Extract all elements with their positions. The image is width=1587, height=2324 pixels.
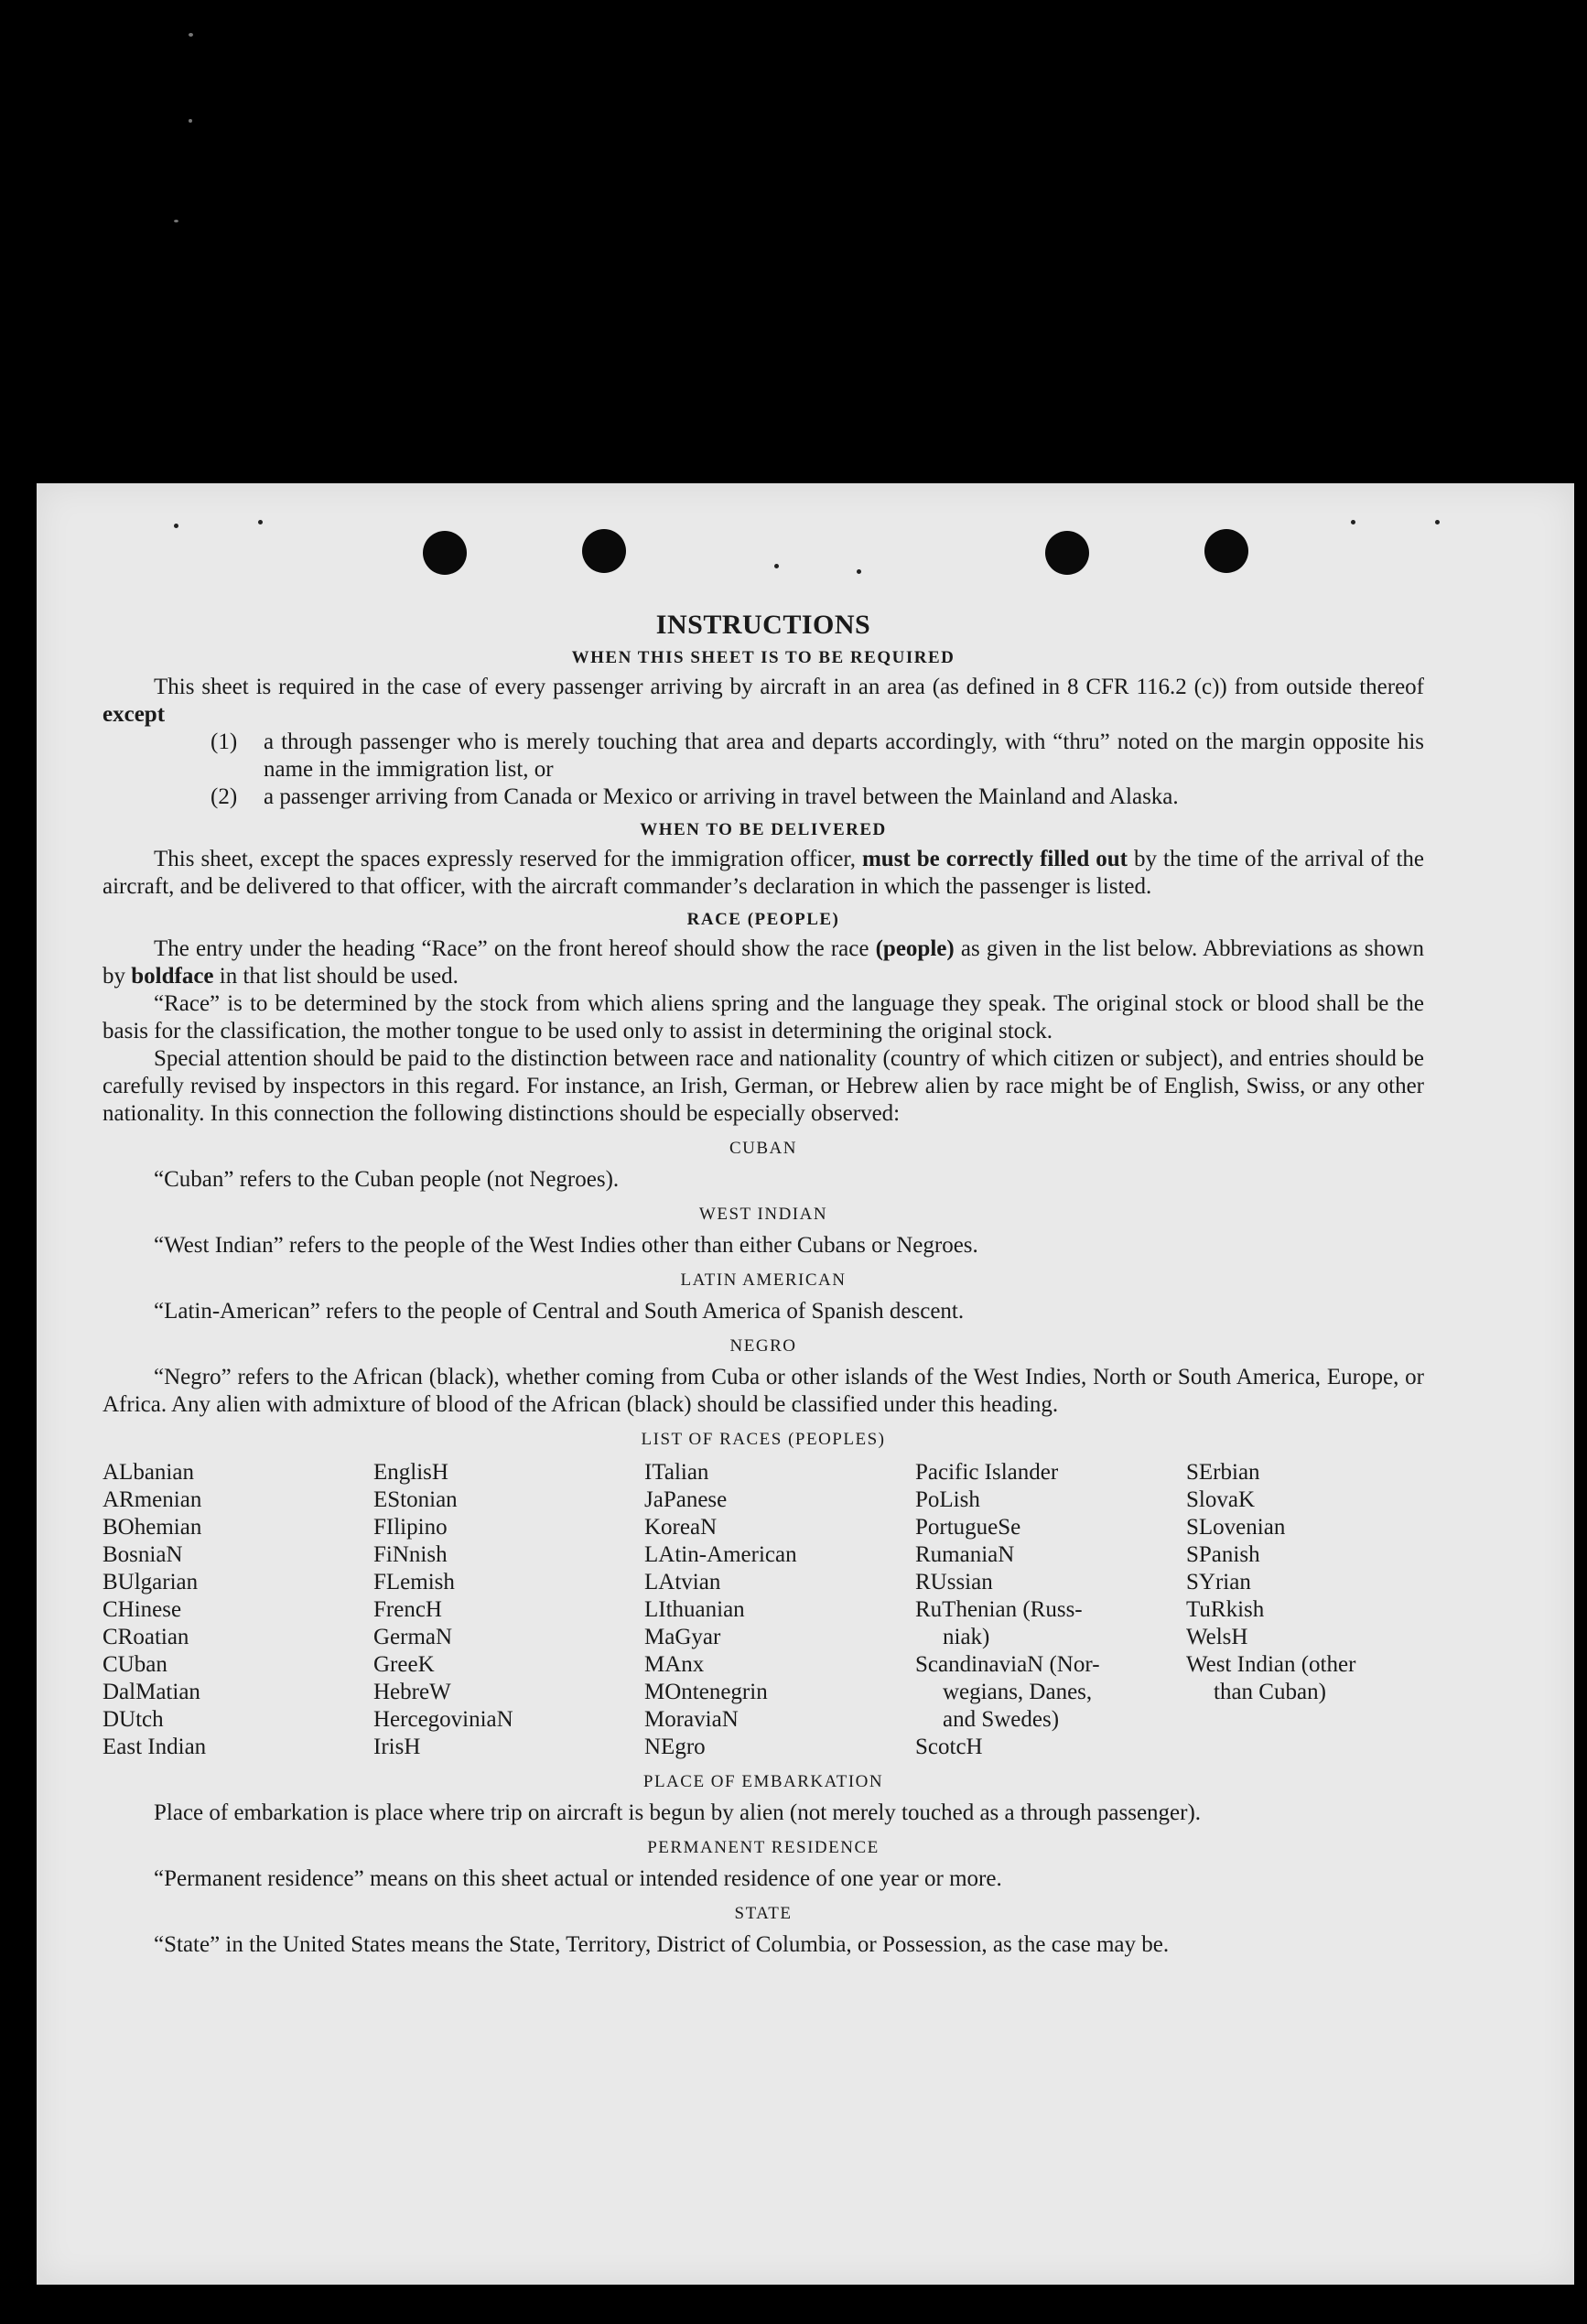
race-entry: PortugueSe [915,1515,1021,1540]
race-entry: RumaniaN [915,1542,1015,1567]
race-entry: and Swedes) [943,1707,1060,1732]
negro-text: “Negro” refers to the African (black), whether coming from Cuba or other islands of the West Indies, North or South America, Europe, or Africa. Any alien with admixture of blood of the African (black) should be classified under this heading. [103,1365,1424,1417]
background-speck [189,119,192,123]
punch-hole [1045,531,1089,575]
race-entry: TuRkish [1186,1597,1265,1622]
punch-hole [1204,529,1248,573]
state-text: “State” in the United States means the State, Territory, District of Columbia, or Possession, as the case may be. [154,1932,1170,1957]
race-entry: ITalian [644,1460,709,1485]
page-title: INSTRUCTIONS [655,610,871,640]
race-entry: CUban [103,1652,167,1677]
race-entry: SlovaK [1186,1487,1255,1512]
latin-american-text: “Latin-American” refers to the people of Central and South America of Spanish descent. [154,1299,965,1324]
exception-item: (1) a through passenger who is merely touching that area and departs accordingly, with “thru” noted on the margin opposite his name in the immigration list, or [211,730,1424,782]
race-entry: GermaN [373,1625,453,1649]
race-entry: MaGyar [644,1625,721,1649]
race-entry: DalMatian [103,1680,200,1704]
heading-race: RACE (PEOPLE) [686,910,840,929]
paper-speck [857,569,861,574]
race-paragraph-3: Special attention should be paid to the distinction between race and nationality (country of which citizen or subject), and entries should be carefully revised by inspectors in this regard. For instance, an Irish, German, or Hebrew alien by race might be of English, Swiss, or any other nationality. In this connection the following distinctions should be especially observed: [103,1046,1424,1126]
race-entry: wegians, Danes, [943,1680,1093,1704]
race-entry: RuThenian (Russ- [915,1597,1083,1622]
race-entry: Pacific Islander [915,1460,1059,1485]
cuban-text: “Cuban” refers to the Cuban people (not Negroes). [154,1167,620,1192]
race-paragraph-1: The entry under the heading “Race” on the front hereof should show the race (people) as given in the list below. Abbreviations as shown by boldface in that list should be used. [103,936,1424,989]
race-entry: SLovenian [1186,1515,1286,1540]
heading-negro: NEGRO [729,1336,797,1356]
race-entry: WelsH [1186,1625,1248,1649]
race-entry: than Cuban) [1214,1680,1326,1704]
race-entry: ScandinaviaN (Nor- [915,1652,1100,1677]
race-entry: KoreaN [644,1515,718,1540]
race-entry: JaPanese [644,1487,728,1512]
heading-state: STATE [734,1904,793,1923]
race-entry: SErbian [1186,1460,1260,1485]
race-entry: BosniaN [103,1542,183,1567]
heading-when-required: WHEN THIS SHEET IS TO BE REQUIRED [571,648,955,667]
paper-speck [1351,520,1355,524]
embarkation-text: Place of embarkation is place where trip on aircraft is begun by alien (not merely touched as a through passenger). [154,1800,1202,1825]
paper-speck [1435,520,1440,524]
race-entry: HercegoviniaN [373,1707,513,1732]
heading-list-of-races: LIST OF RACES (PEOPLES) [641,1430,886,1449]
races-column [1186,1459,1424,1761]
race-entry: HebreW [373,1680,451,1704]
race-entry: LIthuanian [644,1597,745,1622]
race-entry: IrisH [373,1735,421,1759]
race-entry: MAnx [644,1652,705,1677]
race-entry: NEgro [644,1735,706,1759]
paper-speck [174,524,178,528]
race-entry: BUlgarian [103,1570,199,1594]
instruction-sheet [37,483,1574,2285]
paper-speck [774,564,779,568]
race-entry: MOntenegrin [644,1680,768,1704]
race-entry: FIlipino [373,1515,448,1540]
background-speck [189,33,193,37]
race-entry: ARmenian [103,1487,202,1512]
race-entry: PoLish [915,1487,980,1512]
race-entry: CHinese [103,1597,182,1622]
punch-hole [582,529,626,573]
race-entry: LAtin-American [644,1542,797,1567]
race-entry: ScotcH [915,1735,983,1759]
race-entry: EStonian [373,1487,458,1512]
west-indian-text: “West Indian” refers to the people of the West Indies other than either Cubans or Negroes. [154,1233,978,1258]
race-paragraph-2: “Race” is to be determined by the stock from which aliens spring and the language they speak. The original stock or blood shall be the basis for the classification, the mother tongue to be used only to assist in determining the original stock. [103,991,1424,1043]
race-entry: West Indian (other [1186,1652,1356,1677]
race-entry: LAtvian [644,1570,721,1594]
exception-item: (2) a passenger arriving from Canada or Mexico or arriving in travel between the Mainland and Alaska. [211,784,1179,809]
race-entry: FLemish [373,1570,455,1594]
race-entry: GreeK [373,1652,435,1677]
heading-cuban: CUBAN [729,1139,797,1158]
background-speck [174,220,178,222]
punch-hole [423,531,467,575]
paper-speck [258,520,263,524]
heading-when-delivered: WHEN TO BE DELIVERED [640,820,887,839]
race-entry: CRoatian [103,1625,189,1649]
heading-permanent-residence: PERMANENT RESIDENCE [647,1838,880,1857]
race-entry: ALbanian [103,1460,194,1485]
heading-west-indian: WEST INDIAN [698,1205,828,1224]
race-entry: FrencH [373,1597,442,1622]
race-entry: FiNnish [373,1542,448,1567]
races-column [103,1459,373,1761]
race-entry: RUssian [915,1570,993,1594]
heading-embarkation: PLACE OF EMBARKATION [642,1772,884,1791]
races-list [103,1459,1424,1761]
heading-latin-american: LATIN AMERICAN [680,1270,847,1290]
race-entry: SYrian [1186,1570,1251,1594]
race-entry: East Indian [103,1735,207,1759]
races-column [915,1459,1186,1761]
race-entry: EnglisH [373,1460,448,1485]
required-intro: This sheet is required in the case of every passenger arriving by aircraft in an area (as defined in 8 CFR 116.2 (c)) from outside thereof except [103,675,1424,727]
race-entry: niak) [943,1625,990,1649]
race-entry: SPanish [1186,1542,1260,1567]
residence-text: “Permanent residence” means on this sheet actual or intended residence of one year or more. [154,1866,1002,1891]
race-entry: BOhemian [103,1515,202,1540]
races-column [644,1459,915,1761]
race-entry: MoraviaN [644,1707,739,1732]
instructions-content [103,611,1424,1959]
delivered-paragraph: This sheet, except the spaces expressly reserved for the immigration officer, must be correctly filled out by the time of the arrival of the aircraft, and be delivered to that officer, with the aircraft commander’s declaration in which the passenger is listed. [103,847,1424,899]
race-entry: DUtch [103,1707,164,1732]
races-column [373,1459,644,1761]
